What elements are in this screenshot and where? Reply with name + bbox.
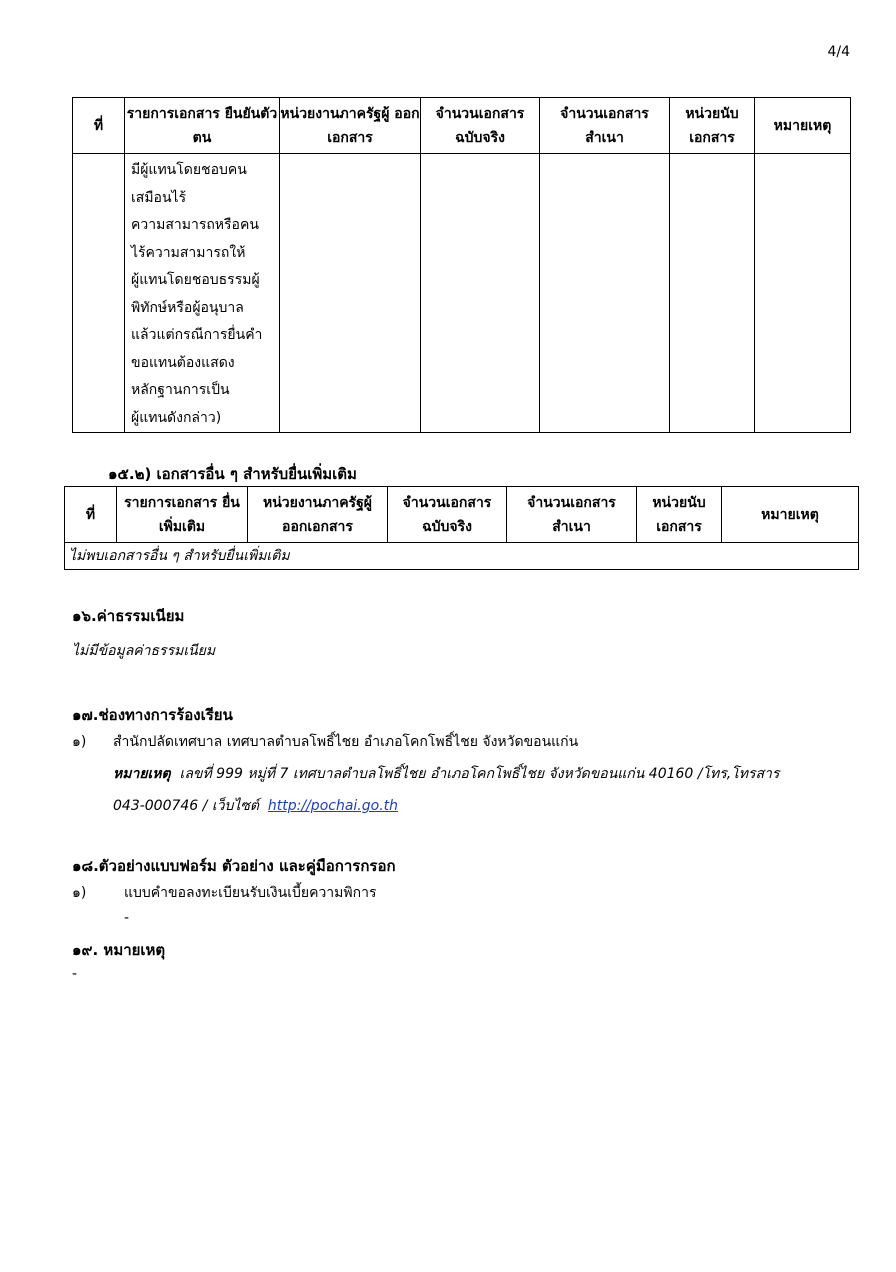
- cell-document-description: [125, 154, 280, 433]
- section-19-title: ๑๙. หมายเหตุ: [72, 941, 166, 959]
- table-header-row: [65, 487, 859, 543]
- note-phone: 043-000746 / เว็บไซต์: [113, 798, 260, 814]
- column-header-document: รายการเอกสาร ยื่นเพิ่มเติม: [117, 487, 248, 543]
- column-header-remark: หมายเหตุ: [755, 98, 851, 154]
- no-additional-documents: ไม่พบเอกสารอื่น ๆ สำหรับยื่นเพิ่มเติม: [65, 543, 859, 570]
- column-header-copy-count: จำนวนเอกสาร สำเนา: [540, 98, 670, 154]
- page-number: 4/4: [827, 44, 850, 60]
- section-18-title: ๑๘.ตัวอย่างแบบฟอร์ม ตัวอย่าง และคู่มือการกรอก: [72, 857, 396, 875]
- fee-info: ไม่มีข้อมูลค่าธรรมเนียม: [72, 643, 216, 659]
- description-line: ผู้แทนโดยชอบธรรมผู้: [131, 272, 260, 288]
- form-item: แบบคำขอลงทะเบียนรับเงินเบี้ยความพิการ: [124, 885, 377, 901]
- column-header-agency: หน่วยงานภาครัฐผู้ ออกเอกสาร: [280, 98, 421, 154]
- section-15-2-title: ๑๕.๒) เอกสารอื่น ๆ สำหรับยื่นเพิ่มเติม: [108, 465, 357, 483]
- website-link[interactable]: http://pochai.go.th: [267, 798, 399, 814]
- description-line: ผู้แทนดังกล่าว): [131, 409, 222, 426]
- column-header-copy-count: จำนวนเอกสาร สำเนา: [507, 487, 637, 543]
- column-header-unit: หน่วยนับ เอกสาร: [670, 98, 755, 154]
- complaint-note-contact: [113, 795, 398, 817]
- additional-documents-table: [64, 486, 859, 570]
- column-header-no: ที่: [73, 98, 125, 154]
- table-header-row: [73, 98, 851, 154]
- description-line: มีผู้แทนโดยชอบคน: [131, 162, 247, 178]
- column-header-document: รายการเอกสาร ยืนยันตัวตน: [125, 98, 280, 154]
- description-line: เสมือนไร้: [131, 189, 187, 206]
- form-item-sub: -: [124, 910, 130, 926]
- identity-documents-table: [72, 97, 851, 433]
- note-label: หมายเหตุ: [113, 766, 171, 782]
- complaint-item-number: ๑): [72, 734, 87, 750]
- description-line: พิทักษ์หรือผู้อนุบาล: [131, 299, 244, 316]
- description-line: ขอแทนต้องแสดง: [131, 354, 235, 371]
- cell-original-count: [421, 154, 540, 433]
- column-header-remark: หมายเหตุ: [722, 487, 859, 543]
- section-17-title: ๑๗.ช่องทางการร้องเรียน: [72, 706, 233, 724]
- column-header-original-count: จำนวนเอกสาร ฉบับจริง: [388, 487, 507, 543]
- cell-copy-count: [540, 154, 670, 433]
- form-item-number: ๑): [72, 885, 87, 901]
- cell-remark: [755, 154, 851, 433]
- description-line: หลักฐานการเป็น: [131, 382, 230, 398]
- cell-no: [73, 154, 125, 433]
- remark-text: -: [72, 966, 78, 982]
- table-row: [73, 154, 851, 433]
- column-header-original-count: จำนวนเอกสาร ฉบับจริง: [421, 98, 540, 154]
- cell-agency: [280, 154, 421, 433]
- section-16-title: ๑๖.ค่าธรรมเนียม: [72, 607, 185, 625]
- table-row: [65, 543, 859, 570]
- cell-unit: [670, 154, 755, 433]
- description-line: ความสามารถหรือคน: [131, 217, 259, 233]
- column-header-agency: หน่วยงานภาครัฐผู้ ออกเอกสาร: [248, 487, 388, 543]
- description-line: แล้วแต่กรณีการยื่นคำ: [131, 327, 263, 343]
- description-line: ไร้ความสามารถให้: [131, 244, 246, 261]
- complaint-note: [113, 763, 779, 785]
- column-header-unit: หน่วยนับ เอกสาร: [637, 487, 722, 543]
- complaint-channel: สำนักปลัดเทศบาล เทศบาลตำบลโพธิ์ไชย อำเภอโคกโพธิ์ไชย จังหวัดขอนแก่น: [113, 734, 579, 750]
- column-header-no: ที่: [65, 487, 117, 543]
- note-address: เลขที่ 999 หมู่ที่ 7 เทศบาลตำบลโพธิ์ไชย อำเภอโคกโพธิ์ไชย จังหวัดขอนแก่น 40160 /โทร,โทรสาร: [179, 766, 780, 782]
